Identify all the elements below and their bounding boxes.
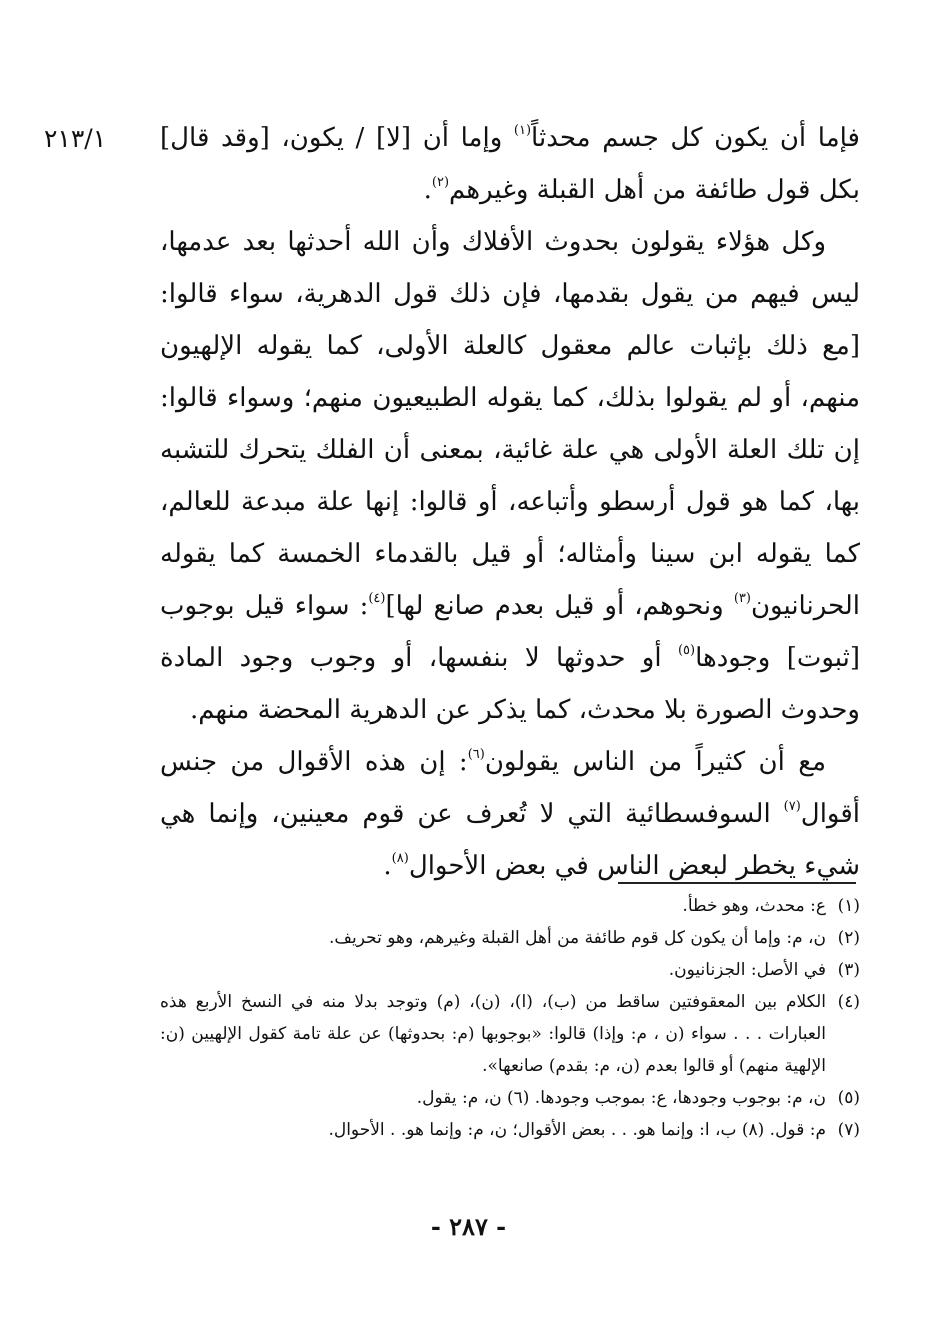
paragraph-3 — [160, 736, 860, 892]
footnote-marker[interactable]: (٢) — [431, 175, 450, 190]
text-run: وكل هؤلاء يقولون بحدوث الأفلاك وأن الله أحدثها بعد عدمها، ليس فيهم من يقول بقدمها، فإن ذلك قول الدهرية، سواء قالوا: [مع ذلك بإثبات عالم معقول كالعلة الأولى، كما يقوله الإلهيون منهم، أو لم يقولوا بذلك، كما يقوله الطبيعيون منهم؛ وسواء قالوا: إن تلك العلة الأولى هي علة غائية، بمعنى أن الفلك يتحرك للتشبه بها، كما هو قول أرسطو وأتباعه، أو قالوا: إنها علة مبدعة للعالم، كما يقوله ابن سينا وأمثاله؛ أو قيل بالقدماء الخمسة كما يقوله الحرنانيون — [160, 227, 861, 621]
footnote-text: ع: محدث، وهو خطأ. — [682, 896, 826, 916]
footnote-item — [160, 922, 860, 954]
text-run: . — [423, 175, 432, 205]
footnote-text: الكلام بين المعقوفتين ساقط من (ب)، (ا)، (ن)، (م) وتوجد بدلا منه في النسخ الأربع هذه العبارات . . . سواء (ن ، م: وإذا) قالوا: «بوجوبها (م: بحدوثها) عن علة تامة كقول الإلهيين (ن: الإلهية منهم) أو قالوا بعدم (ن، م: بقدم) صانعها». — [160, 992, 826, 1076]
footnote-number: (٧) — [837, 1120, 860, 1140]
page-number: - ٢٨٧ - — [430, 1212, 507, 1241]
main-text — [160, 112, 860, 892]
footnote-item — [160, 1114, 860, 1146]
footnote-text: ن، م: وإما أن يكون كل قوم طائفة من أهل القبلة وغيرهم، وهو تحريف. — [329, 928, 826, 948]
footnote-marker[interactable]: (٣) — [733, 591, 751, 606]
paragraph-2 — [160, 216, 860, 736]
footnote-marker[interactable]: (٧) — [783, 799, 801, 814]
footnote-number: (١) — [837, 896, 860, 916]
footnote-marker[interactable]: (٨) — [391, 851, 409, 866]
footnote-number: (٢) — [837, 928, 860, 948]
paragraph-1 — [160, 112, 860, 216]
footnote-marker[interactable]: (٤) — [368, 591, 386, 606]
footnote-number: (٣) — [837, 960, 860, 980]
footnote-text: ن، م: بوجوب وجودها، ع: بموجب وجودها. (٦) ن، م: يقول. — [416, 1088, 826, 1108]
footnote-number: (٤) — [837, 992, 860, 1012]
footnote-marker[interactable]: (١) — [513, 123, 532, 138]
footnote-item — [160, 890, 860, 922]
margin-reference: ٢١٣/١ — [44, 124, 107, 153]
footnote-item — [160, 986, 860, 1082]
footnote-marker[interactable]: (٦) — [467, 747, 485, 762]
text-run: مع أن كثيراً من الناس يقولون — [484, 747, 826, 777]
footnote-separator — [618, 882, 856, 884]
text-run: فإما أن يكون كل جسم محدثاً — [531, 123, 860, 153]
text-run: السوفسطائية التي لا تُعرف عن قوم معينين، وإنما هي شيء يخطر لبعض الناس في بعض الأحوال — [160, 799, 860, 881]
footnotes — [160, 890, 860, 1146]
text-run: ونحوهم، أو قيل بعدم صانع لها] — [385, 591, 734, 621]
footnote-item — [160, 1082, 860, 1114]
text-run: : إن هذه الأقوال من جنس أقوال — [160, 747, 860, 829]
text-run: . — [383, 851, 392, 881]
footnote-number: (٥) — [837, 1088, 860, 1108]
footnote-text: في الأصل: الجزنانيون. — [668, 960, 826, 980]
footnote-text: م: قول. (٨) ب، ا: وإنما هو. . . بعض الأقوال؛ ن، م: وإنما هو. . الأحوال. — [328, 1120, 826, 1140]
footnote-item — [160, 954, 860, 986]
text-run: : سواء قيل بوجوب [ثبوت] وجودها — [160, 591, 861, 673]
text-run: أو حدوثها لا بنفسها، أو وجوب وجود المادة وحدوث الصورة بلا محدث، كما يذكر عن الدهرية المحضة منهم. — [160, 643, 860, 725]
text-run: وإما أن [لا] / يكون، [وقد قال] بكل قول طائفة من أهل القبلة وغيرهم — [160, 123, 860, 205]
footnote-marker[interactable]: (٥) — [677, 643, 696, 658]
